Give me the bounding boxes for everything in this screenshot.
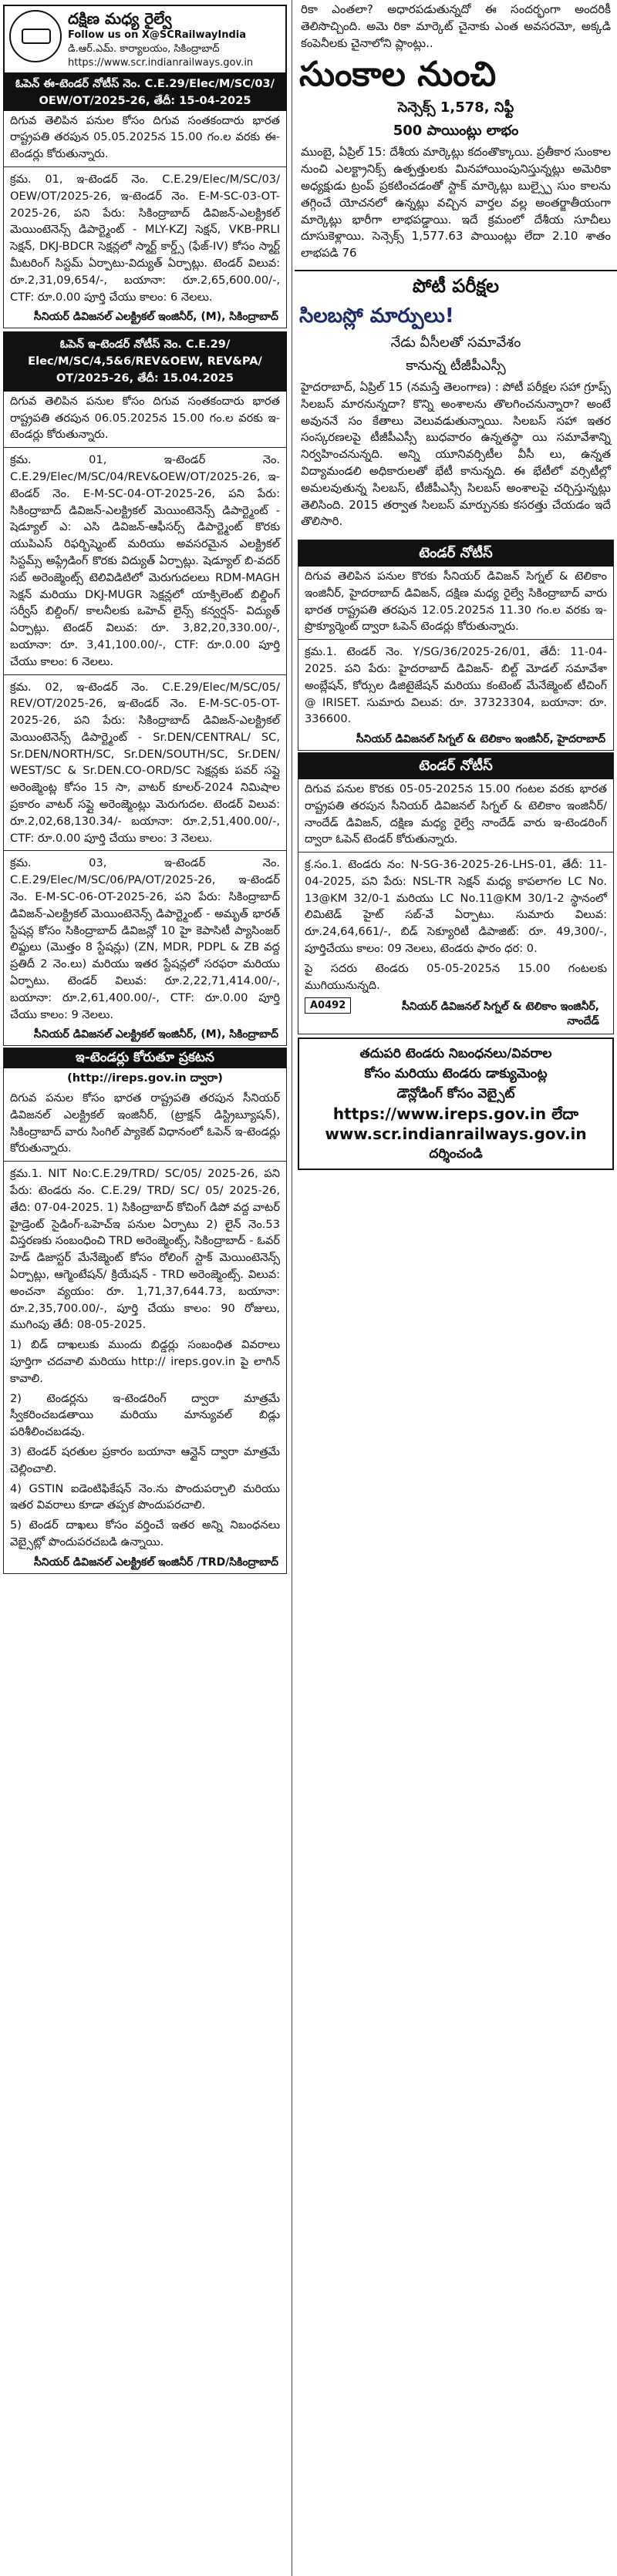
market-headline: సుంకాల నుంచి: [299, 55, 497, 95]
notice3-note-5: 5) టెండర్ దాఖలు కోసం వర్తించే ఇతర అన్ని నిబంధనలు వెబ్సైట్లో పొందుపరచబడి ఉన్నాయి.: [10, 1518, 280, 1549]
notice3-title: ఇ-టెండర్లు కోరుతూ ప్రకటన: [4, 1048, 286, 1068]
notice3-item: క్రమ.1. NIT No:C.E.29/TRD/ SC/05/ 2025-26, పని పేరు: టెండరు నం. C.E.29/ TRD/ SC/ 05/ 2025-26, తేది: 07-04-2025. 1) సికింద్రాబాద్ కోచింగ్ డిపో వద్ద వాటర్ హైడ్రెంట్ సైడింగ్-ఒహెచ్ఇ పనుల ఏర్పాటు 2) లైన్ నెం.53 విస్తరణకు సంబంధించి TRD అరెంజ్మెంట్స్, సికింద్రాబాద్ - ఓవర్ హెడ్ డిజాస్టర్ మేనేజ్మెంట్ కోసం రోలింగ్ స్టాక్ మెయింటెనెన్స్ ఏర్పాట్లు, ఆగ్మెంటేషన్/ క్రియేషన్ - TRD అరెంజ్మెంట్స్. విలువ: అంచనా వ్యయం: రూ. 1,71,37,644.73, బయానా: రూ.2,35,700.00/-, పూర్తి చేయు కాలం: 90 రోజులు, ముగింపు తేదీ: 08-05-2025.: [10, 1167, 280, 1332]
notice2-signature: సీనియర్ డివిజనల్ ఎలక్ట్రికల్ ఇంజినీర్, (M), సికింద్రాబాద్: [33, 1028, 278, 1041]
ad-id-badge: A0492: [305, 997, 351, 1014]
tender2-item: క్ర.సం.1. టెండరు నం: N-SG-36-2025-26-LHS-01, తేదీ: 11-04-2025, పని పేరు: NSL-TR సెక్షన్ మధ్య కాపలాగల LC No. 13@KM 32/0-1 మరియు LC No.11@KM 30/1-2 స్థానంలో లిమిటెడ్ హైట్ సబ్-వే ఏర్పాటు. సుమారు విలువ: రూ.24,64,661/-, బిడ్ సెక్యూరిటీ డిపాజిట్: రూ. 49,300/-, పూర్తిచేయు కాలం: 09 నెలలు, టెండరు ఫారం ధర: 0.: [305, 858, 607, 956]
notice3-intro: దిగువ పనుల కోసం భారత రాష్ట్రపతి తరపున సీనియర్ డివిజనల్ ఎలక్ట్రికల్ ఇంజినీర్, (ట్రాక్షన్ డిస్ట్రిబ్యూషన్), సికింద్రాబాద్ వారు సింగిల్ ప్యాకెట్ విధానంలో ఓపెన్ ఇ-టెండర్లు కోరుతున్నారు.: [10, 1091, 280, 1155]
railway-header: [3, 5, 287, 74]
social-follow: Follow us on X@SCRailwayIndia: [68, 29, 246, 41]
footer-line-3: డౌన్లోడింగ్ కోసం వెబ్సైట్: [396, 1086, 515, 1102]
notice2-item-1: క్రమ. 01, ఇ-టెండర్ నెం. C.E.29/Elec/M/SC/04/REV&OEW/OT/2025-26, ఇ-టెండర్ నెం. E-M-SC-04-OT-2025-26, పని పేరు: సికింద్రాబాద్ డివిజన్-ఎలక్ట్రికల్ మెయింటెనెన్స్ డిపార్ట్మెంట్ - షెడ్యూల్ ఎ: ఎసి డివిజన్-ఆఫీసర్స్ డిపార్ట్మెంట్ కొరకు యుపిఎస్ రిఫర్బిష్మెంట్ మరియు అవసరమైన ఎలక్ట్రికల్ సిస్టమ్స్ అప్గ్రేడింగ్ కొరకు విద్యుత్ ఏర్పాట్లు. షెడ్యూల్ బి-వదర్ సబ్ అరెంజ్మెంట్స్ టెలివిడిటిలో మెరుగుదలలు RDM-MAGH సెక్షన్ మరియు DKJ-MUGR సెక్షన్లలో యాక్సిలెంట్ బిల్డింగ్ సర్వీస్ బిల్డింగ్/ కాలనీలకు ఒహెచ్ లైన్స్ కన్వర్షన్- విద్యుత్ ఏర్పాట్లు. టెండర్ విలువ: రూ. 3,82,20,330.00/-, బయానా: రూ. 3,41,100.00/-, CTF: రూ.0.00 పూర్తి చేయు కాలం: 6 నెలలు.: [10, 453, 280, 668]
notice3-note-4: 4) GSTIN ఐడెంటిఫికేషన్ నెం.ను పొందుపర్చాలి మరియు ఇతర వివరాలు కూడా తప్పక పొందుపరచాలి.: [10, 1481, 280, 1512]
syllabus-story: హైదరాబాద్, ఏప్రిల్ 15 (నమస్తే తెలంగాణ) : పోటీ పరీక్షల సహా గ్రూప్స్ సిలబస్ మారనున్నదా? కొన్ని అంశాలను తొలగించనున్నారా? అంటే అవుననే సం కేతాలు వెలువడుతున్నాయి. సిలబస్ సహా ఇతర సంస్కరణలపై టీజీపీఎస్సీ బుధవారం ఉన్నతస్థా యి సమావేశాన్ని నిర్వహించనున్నది. అన్ని యూనివర్సిటీల వీసీ లు, ఉన్నత విద్యామండలి అధికారులతో భేటీ కానున్నది. ఈ భేటీలో వర్సిటీల్లో అమలవుతున్న సిలబస్, టీజీపీఎస్సీ సిలబస్ అంశాలపై చర్చిస్తున్నట్లు తెలిసింది. 2015 తర్వాత సిలబస్ మార్పునకు కసరత్తు చేయడం ఇదే తొలిసారి.: [301, 379, 611, 529]
notice1-signature: సీనియర్ డివిజనల్ ఎలక్ట్రికల్ ఇంజినీర్, (M), సికింద్రాబాద్: [33, 311, 278, 324]
tender1-title: టెండర్ నోటీస్: [298, 540, 613, 567]
notice2-item-2: క్రమ. 02, ఇ-టెండర్ నెం. C.E.29/Elec/M/SC/05/ REV/OT/2025-26, ఇ-టెండర్ నెం. E-M-SC-05-OT-2025-26, పని పేరు: సికింద్రాబాద్ డివిజన్-ఎలక్ట్రికల్ మెయింటెనెన్స్ డిపార్ట్మెంట్ - Sr.DEN/CENTRAL/ SC, Sr.DEN/NORTH/SC, Sr.DEN/SOUTH/SC, Sr.DEN/ WEST/SC & Sr.DEN.CO-ORD/SC సెక్షన్లకు పవర్ సప్లై అరెంజ్మెంట్ల కోసం 15 సా, వాటర్ కూలర్-2024 నిమిషాల ప్రకారం వాటర్ సప్లై అరెంజ్మెంట్లు మెరుగుదల. టెండర్ విలువ: రూ.2,02,68,130.34/- బయానా: రూ.2,51,400.00/-, CTF: రూ.0.00 పూర్తి చేయు కాలం: 3 నెలలు.: [10, 680, 280, 845]
tender1-item: క్రమ.1. టెండర్ నెం. Y/SG/36/2025-26/01, తేదీ: 11-04-2025. పని పేరు: హైదరాబాద్ డివిజన్- బిల్ట్ మోడల్ సమావేశా అంబ్లేషన్, కోర్సుల డిజిటైజేషన్ మరియు కంటెంట్ మేనేజ్మెంట్ టీచింగ్ @ IRISET. సుమారు విలువ: రూ. 37323304, బయానా: రూ. 336600.: [305, 645, 607, 726]
office-address: డి.ఆర్.ఎమ్. కార్యాలయం, సికింద్రాబాద్: [68, 43, 220, 55]
notice2-body: [3, 392, 287, 1047]
footer-line-4: దర్శించండి: [429, 1146, 483, 1162]
tender1-signature: సీనియర్ డివిజనల్ సిగ్నల్ & టెలికాం ఇంజినీర్, హైదరాబాద్: [356, 733, 605, 746]
tender2-intro: దిగువ పనుల కొరకు 05-05-2025న 15.00 గంటల వరకు భారత రాష్ట్రపతి తరపున సీనియర్ డివిజనల్ సిగ్నల్ & టెలికాం ఇంజినీర్/నాందేడ్ డివిజన్, దక్షిణ మధ్య రైల్వే నాందేడ్ వారు ఇ-టెండరింగ్ ద్వారా ఓపెన్ టెండర్ కోరుతున్నారు.: [305, 782, 607, 846]
notice1-body: [3, 111, 287, 329]
left-column: [0, 0, 290, 2576]
notice1-intro: దిగువ తెలిపిన పనుల కోసం దిగువ సంతకందారు భారత రాష్ట్రపతి తరపున 05.05.2025న 15.00 గం.ల వరకు ఈ-టెండర్లు కోరుతున్నారు.: [10, 113, 280, 161]
footer-line-2: కోసం మరియు టెండరు డాక్యుమెంట్ల: [364, 1066, 548, 1082]
syllabus-subhead-2: కానున్న టీజీపీఎస్సీ: [406, 357, 506, 374]
notice3-url[interactable]: (http://ireps.gov.in ద్వారా): [67, 1071, 223, 1085]
notice1-title: ఓపెన్ ఈ-టెండర్ నోటీస్ నెం. C.E.29/Elec/M/SC/03/ OEW/OT/2025-26, తేదీ: 15-04-2025: [3, 74, 287, 111]
railway-logo-icon: [9, 10, 62, 62]
notice2-intro: దిగువ తెలిపిన పనుల కోసం దిగువ సంతకందారు భారత రాష్ట్రపతి తరపున 06.05.2025న 15.00 గం.ల వరకు ఇ-టెండర్లు కోరుతున్నారు.: [10, 394, 280, 442]
railway-website[interactable]: https://www.scr.indianrailways.gov.in: [68, 57, 254, 69]
notice3-note-2: 2) టెండర్లను ఇ-టెండరింగ్ ద్వారా మాత్రమే స్వీకరించబడతాయి మరియు మాన్యువల్ బిడ్లు పరిశీలించబడవు.: [10, 1391, 280, 1439]
tender2-title: టెండర్ నోటీస్: [298, 753, 613, 779]
market-subhead-2: 500 పాయింట్లు లాభం: [393, 123, 519, 140]
section-title: పోటీ పరీక్షల: [295, 270, 617, 301]
tender1-body: [298, 540, 614, 751]
top-story-tail: రికా ఎంతలా? అధారపడుతున్నదో ఈ సందర్భంగా అందరికీ తెలిసొచ్చింది. అమె రికా మార్కెట్ చైనాకు ఎంత అవసరమో, అక్కడి కంపెనీలకు చైనాలోని ప్లాంట్లు..: [301, 2, 611, 50]
notice3-signature: సీనియర్ డివిజనల్ ఎలక్ట్రికల్ ఇంజినీర్ /TRD/సికింద్రాబాద్: [33, 1555, 278, 1569]
syllabus-subhead-1: నేడు వీసీలతో సమావేశం: [390, 334, 521, 351]
notice3-note-3: 3) టెండర్ షరతుల ప్రకారం బయానా ఆన్లైన్ ద్వారా మాత్రమే చెల్లించాలి.: [10, 1444, 280, 1475]
tender1-intro: దిగువ తెలిపిన పనుల కొరకు సీనియర్ డివిజన్ సిగ్నల్ & టెలికాం ఇంజినీర్, హైదరాబాద్ డివిజన్, దక్షిణ మధ్య రైల్వే సికింద్రాబాద్ వారు భారత రాష్ట్రపతి తరపున 12.05.2025న 11.30 గం.ల వరకు ఇ-ప్రొక్యూర్మెంట్ ద్వారా ఓపెన్ టెండర్లు కోరుతున్నారు.: [305, 569, 607, 634]
market-story: ముంబై, ఏప్రిల్ 15: దేశీయ మార్కెట్లు కదంతొక్కాయి. ప్రతీకార సుంకాల నుంచి ఎలక్ట్రానిక్స్ ఉత్పత్తులకు మినహాయింపునిస్తున్నట్లు అమెరికా అధ్యక్షుడు ట్రంప్ ప్రకటించడంతో స్టాక్ మార్కెట్లు బుల్స్పై సుం కాలను తగ్గించే యోచనలో ఉన్నట్లు వచ్చిన వార్తల వల్ల అంతర్జాతీయంగా మార్కెట్లు భారీగా లాభపడ్డాయి. ఇదే క్రమంలో దేశీయ సూచీలు దూసుకెళ్లాయి. సెన్సెక్స్ 1,577.63 పాయింట్లు లేదా 2.10 శాతం లాభపడి 76: [301, 145, 611, 261]
notice1-item: క్రమ. 01, ఇ-టెండర్ నెం. C.E.29/Elec/M/SC/03/ OEW/OT/2025-26, ఇ-టెండర్ నెం. E-M-SC-03-OT-2025-26, పని పేరు: సికింద్రాబాద్ డివిజన్-ఎలక్ట్రికల్ మెయింటెనెన్స్ డిపార్ట్మెంట్ - MLY-KZJ సెక్షన్, VKB-PRLI సెక్షన్, DKJ-BDCR సెక్షన్లలో స్మార్ట్ కార్డ్స్ (ఫేజ్-IV) కోసం స్మార్ట్ మీటరింగ్ సిస్టమ్ ఏర్పాటు-విద్యుత్ ఏర్పాట్లు. టెండర్ విలువ: రూ.2,31,09,654/-, బయానా: రూ.2,65,600.00/-, CTF: రూ.0.00 పూర్తి చేయు కాలం: 6 నెలలు.: [10, 172, 280, 304]
footer-info: [298, 1037, 614, 1170]
market-subhead-1: సెన్సెక్స్ 1,578, నిఫ్టీ: [397, 99, 514, 116]
right-column: [295, 0, 617, 2576]
railway-name: దక్షిణ మధ్య రైల్వే: [68, 9, 172, 28]
tender2-body: [298, 752, 614, 1034]
syllabus-headline: సిలబస్లో మార్పులు!: [299, 304, 454, 328]
notice3-note-1: 1) బిడ్ దాఖలుకు ముందు బిడ్డర్లు సంబంధిత వివరాలు పూర్తిగా చదవాలి మరియు http:// ireps.gov.in పై లాగిన్ కావాలి.: [10, 1338, 280, 1385]
tender2-signature: సీనియర్ డివిజనల్ సిగ్నల్ & టెలికాం ఇంజినీర్, నాందేడ్: [401, 1000, 599, 1028]
footer-line-1: తదుపరి టెండరు నిబంధనలు/వివరాల: [359, 1046, 552, 1062]
footer-url-2[interactable]: www.scr.indianrailways.gov.in: [325, 1125, 587, 1144]
notice2-title: ఓపెన్ ఇ-టెండర్ నోటీస్ నెం. C.E.29/ Elec/M/SC/4,5&6/REV&OEW, REV&PA/ OT/2025-26, తేదీ: 15.04.2025: [3, 331, 287, 391]
tender2-closing: పై సదరు టెండరు 05-05-2025న 15.00 గంటలకు ముగియునున్నది.: [305, 961, 607, 992]
footer-url-1[interactable]: https://www.ireps.gov.in లేదా: [332, 1105, 579, 1124]
notice2-item-3: క్రమ. 03, ఇ-టెండర్ నెం. C.E.29/Elec/M/SC/06/PA/OT/2025-26, ఇ-టెండర్ నెం. E-M-SC-06-OT-2025-26, పని పేరు: సికింద్రాబాద్ డివిజన్-ఎలక్ట్రికల్ మెయింటెనెన్స్ డిపార్ట్మెంట్ - అమృత్ భారత్ స్టేషన్ల కోసం సికింద్రాబాద్ డివిజన్లో 10 హై కెపాసిటీ ప్యాసింజర్ లిఫ్టులు (మొత్తం 8 స్టేషన్లు) (ZN, MDR, PDPL & ZB వద్ద ప్రతిదీ 2 నెం.లు) మరియు ఇతర స్టేషన్లలో సరఫరా మరియు ఏర్పాటు. టెండర్ విలువ: రూ.2,22,71,414.00/-, బయానా: రూ.2,61,400.00/-, CTF: రూ.0.00 పూర్తి చేయు కాలం: 9 నెలలు.: [10, 856, 280, 1021]
notice3-body: [3, 1048, 287, 1573]
